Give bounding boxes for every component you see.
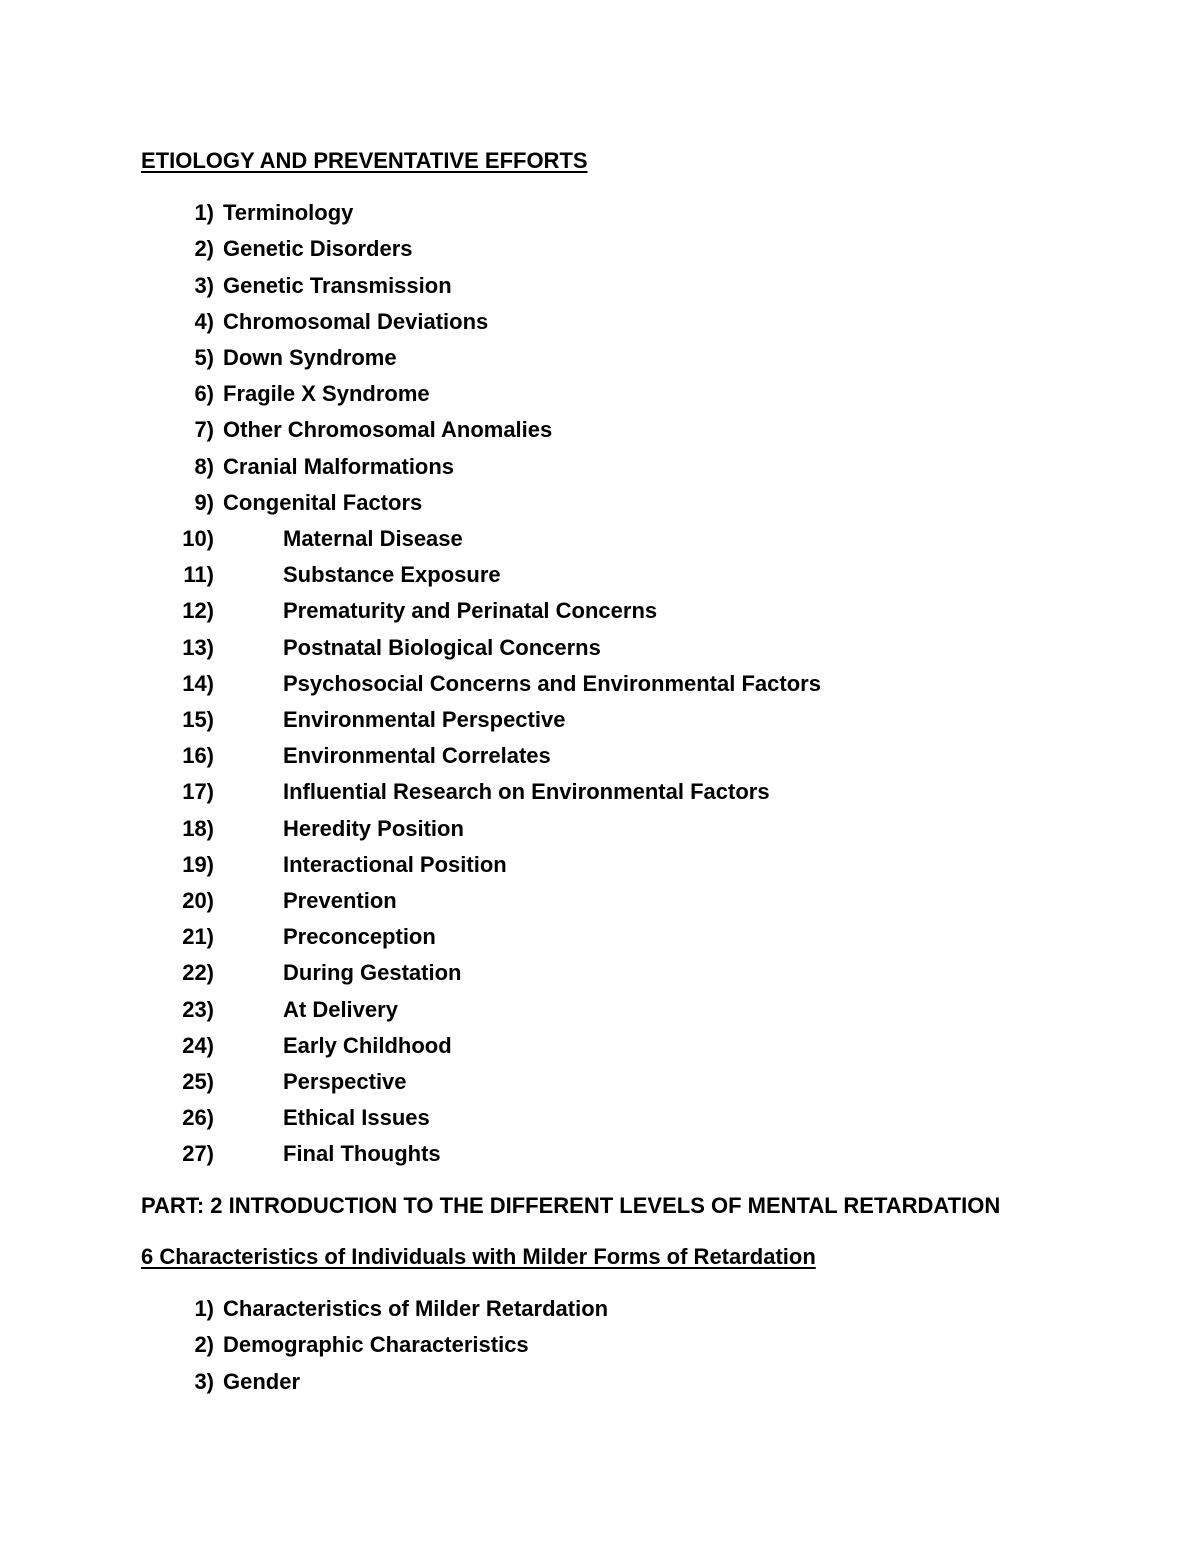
list-item-number: 19): [182, 851, 214, 877]
section-heading-characteristics: 6 Characteristics of Individuals with Milder Forms of Retardation: [141, 1243, 816, 1269]
list-item: [141, 593, 1141, 629]
list-item-text: Preconception: [283, 924, 436, 950]
list-item-number: 18): [182, 815, 214, 841]
list-item: [141, 1291, 1141, 1327]
list-item: [141, 557, 1141, 593]
list-item: [141, 231, 1141, 267]
list-item-text: Down Syndrome: [223, 345, 397, 371]
list-item: [141, 883, 1141, 919]
list-item-number: 8): [194, 453, 214, 479]
list-item-text: Final Thoughts: [283, 1141, 441, 1167]
list-item: [141, 702, 1141, 738]
list-item-text: Demographic Characteristics: [223, 1332, 529, 1358]
list-item-number: 2): [194, 1332, 214, 1358]
list-item-text: Gender: [223, 1368, 301, 1394]
list-item-text: Substance Exposure: [283, 562, 501, 588]
list-item: [141, 1364, 1141, 1400]
list-item-text: Environmental Correlates: [283, 743, 551, 769]
list-item-text: Genetic Disorders: [223, 236, 413, 262]
list-item-number: 26): [182, 1105, 214, 1131]
list-item: [141, 847, 1141, 883]
list-item: [141, 449, 1141, 485]
list-item: [141, 485, 1141, 521]
list-item: [141, 521, 1141, 557]
list-item: [141, 630, 1141, 666]
list-item-number: 22): [182, 960, 214, 986]
list-item-text: Environmental Perspective: [283, 707, 566, 733]
list-item-number: 7): [194, 417, 214, 443]
list-item: [141, 1064, 1141, 1100]
list-item: [141, 811, 1141, 847]
list-item-text: Other Chromosomal Anomalies: [223, 417, 553, 443]
spacer: [141, 1173, 1141, 1188]
list-item-text: Early Childhood: [283, 1032, 452, 1058]
list-item-number: 5): [194, 345, 214, 371]
list-item: [141, 1327, 1141, 1363]
list-item: [141, 412, 1141, 448]
list-item-number: 3): [194, 272, 214, 298]
list-item: [141, 774, 1141, 810]
list-item-text: Ethical Issues: [283, 1105, 430, 1131]
list-item-text: Prematurity and Perinatal Concerns: [283, 598, 658, 624]
list-item-text: Postnatal Biological Concerns: [283, 634, 601, 660]
spacer: [141, 179, 1141, 195]
list-item: [141, 268, 1141, 304]
list-item-number: 25): [182, 1069, 214, 1095]
part-heading: PART: 2 INTRODUCTION TO THE DIFFERENT LEVELS OF MENTAL RETARDATION: [141, 1192, 1001, 1218]
list-item: [141, 1100, 1141, 1136]
list-item: [141, 1136, 1141, 1172]
list-item: [141, 304, 1141, 340]
list-item-number: 20): [182, 888, 214, 914]
list-item: [141, 955, 1141, 991]
list-item-text: Fragile X Syndrome: [223, 381, 430, 407]
list-item-number: 21): [182, 924, 214, 950]
section-heading-etiology: ETIOLOGY AND PREVENTATIVE EFFORTS: [141, 148, 588, 173]
list-item-text: During Gestation: [283, 960, 462, 986]
list-item-number: 27): [182, 1141, 214, 1167]
list-item-number: 24): [182, 1032, 214, 1058]
list-item-text: Heredity Position: [283, 815, 464, 841]
list-item: [141, 738, 1141, 774]
list-item-text: Terminology: [223, 200, 354, 226]
document-body: [141, 143, 1141, 1400]
list-item-number: 9): [194, 489, 214, 515]
list-item-text: Influential Research on Environmental Factors: [283, 779, 770, 805]
list-item-text: Prevention: [283, 888, 397, 914]
list-item-text: At Delivery: [283, 996, 398, 1022]
list-item: [141, 919, 1141, 955]
list-item-number: 14): [182, 670, 214, 696]
list-item: [141, 992, 1141, 1028]
list-item-text: Maternal Disease: [283, 526, 463, 552]
list-item-text: Interactional Position: [283, 851, 507, 877]
etiology-topic-list: [141, 195, 1141, 1172]
list-item-number: 6): [194, 381, 214, 407]
list-item: [141, 1028, 1141, 1064]
list-item: [141, 340, 1141, 376]
list-item-text: Congenital Factors: [223, 489, 423, 515]
list-item-number: 15): [182, 707, 214, 733]
list-item-text: Psychosocial Concerns and Environmental Factors: [283, 670, 821, 696]
list-item: [141, 376, 1141, 412]
list-item-number: 23): [182, 996, 214, 1022]
list-item-text: Chromosomal Deviations: [223, 308, 489, 334]
list-item-number: 3): [194, 1368, 214, 1394]
list-item: [141, 666, 1141, 702]
spacer: [141, 1224, 1141, 1239]
list-item-number: 12): [182, 598, 214, 624]
list-item-number: 13): [182, 634, 214, 660]
characteristics-topic-list: [141, 1291, 1141, 1400]
list-item-number: 16): [182, 743, 214, 769]
list-item: [141, 195, 1141, 231]
list-item-number: 11): [183, 562, 214, 588]
list-item-number: 1): [194, 1296, 214, 1322]
list-item-number: 10): [182, 526, 214, 552]
list-item-number: 1): [194, 200, 214, 226]
list-item-text: Characteristics of Milder Retardation: [223, 1296, 609, 1322]
list-item-text: Genetic Transmission: [223, 272, 452, 298]
list-item-number: 17): [182, 779, 214, 805]
list-item-text: Perspective: [283, 1069, 407, 1095]
list-item-number: 2): [194, 236, 214, 262]
list-item-number: 4): [194, 308, 214, 334]
spacer: [141, 1275, 1141, 1291]
list-item-text: Cranial Malformations: [223, 453, 455, 479]
